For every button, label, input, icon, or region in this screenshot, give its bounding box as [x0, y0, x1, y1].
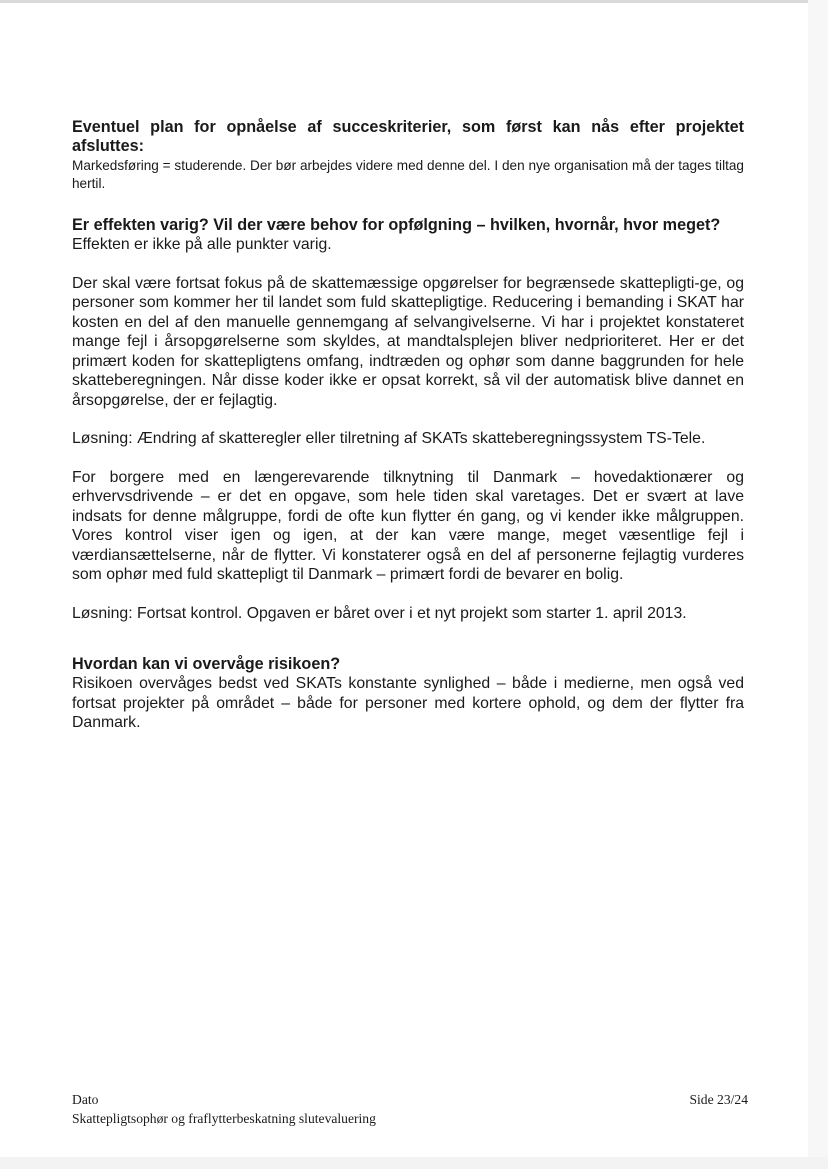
page-footer	[72, 1090, 748, 1128]
effect-heading: Er effekten varig? Vil der være behov for opfølgning – hvilken, hvornår, hvor meget?	[72, 216, 721, 234]
effect-solution-1: Løsning: Ændring af skatteregler eller tilretning af SKATs skatteberegningssystem TS-Tele.	[72, 430, 706, 447]
plan-body: Markedsføring = studerende. Der bør arbejdes videre med denne del. I den nye organisation må der tages tiltag hertil.	[72, 158, 744, 191]
effect-paragraph-1: Der skal være fortsat fokus på de skattemæssige opgørelser for begrænsede skattepligti-ge, og personer som kommer her til landet som fuld skattepligtige. Reducering i bemanding i SKAT har kosten en del af den manuelle gennemgang af selvangivelserne. Vi har i projektet konstateret mange fejl i årsopgørelserne som skyldes, at mandtalsplejen bliver nedprioriteret. Her er det primært koden for skattepligtens omfang, indtræden og ophør som danne baggrunden for hele skatteberegningen. Når disse koder ikke er opsat korrekt, så vil der automatisk blive dannet en årsopgørelse, der er fejlagtig.	[72, 274, 744, 409]
section-plan	[72, 118, 744, 193]
footer-page-number: Side 23/24	[689, 1092, 748, 1107]
footer-date-label: Dato	[72, 1092, 99, 1107]
effect-paragraph-2: For borgere med en længerevarende tilknytning til Danmark – hovedaktionærer og erhvervsdrivende – er det en opgave, som hele tiden skal varetages. Det er svært at lave indsats for denne målgruppe, fordi de ofte kun flytter én gang, og vi kender ikke målgruppen. Vores kontrol viser igen og igen, at der kan være mange, meget væsentlige fejl i værdiansættelserne, når de flytter. Vi konstaterer også en del af personerne fejlagtig vurderes som ophør med fuld skattepligt til Danmark – primært fordi de bevarer en bolig.	[72, 468, 744, 583]
effect-intro: Effekten er ikke på alle punkter varig.	[72, 236, 332, 253]
plan-heading: Eventuel plan for opnåelse af succeskriterier, som først kan nås efter projektet afsluttes:	[72, 118, 744, 155]
document-page	[72, 118, 744, 733]
effect-solution-2: Løsning: Fortsat kontrol. Opgaven er båret over i et nyt projekt som starter 1. april 2013.	[72, 604, 687, 622]
section-monitor	[72, 655, 744, 733]
monitor-body: Risikoen overvåges bedst ved SKATs konstante synlighed – både i medierne, men også ved fortsat projekter på området – både for personer med kortere ophold, og dem der flytter fra Danmark.	[72, 675, 744, 731]
scan-edge-right	[808, 0, 828, 1169]
section-effect	[72, 216, 744, 623]
scan-edge-bottom	[0, 1157, 828, 1169]
scan-edge-top	[0, 0, 808, 3]
footer-document-title: Skattepligtsophør og fraflytterbeskatning slutevaluering	[72, 1111, 376, 1126]
monitor-heading: Hvordan kan vi overvåge risikoen?	[72, 655, 341, 673]
